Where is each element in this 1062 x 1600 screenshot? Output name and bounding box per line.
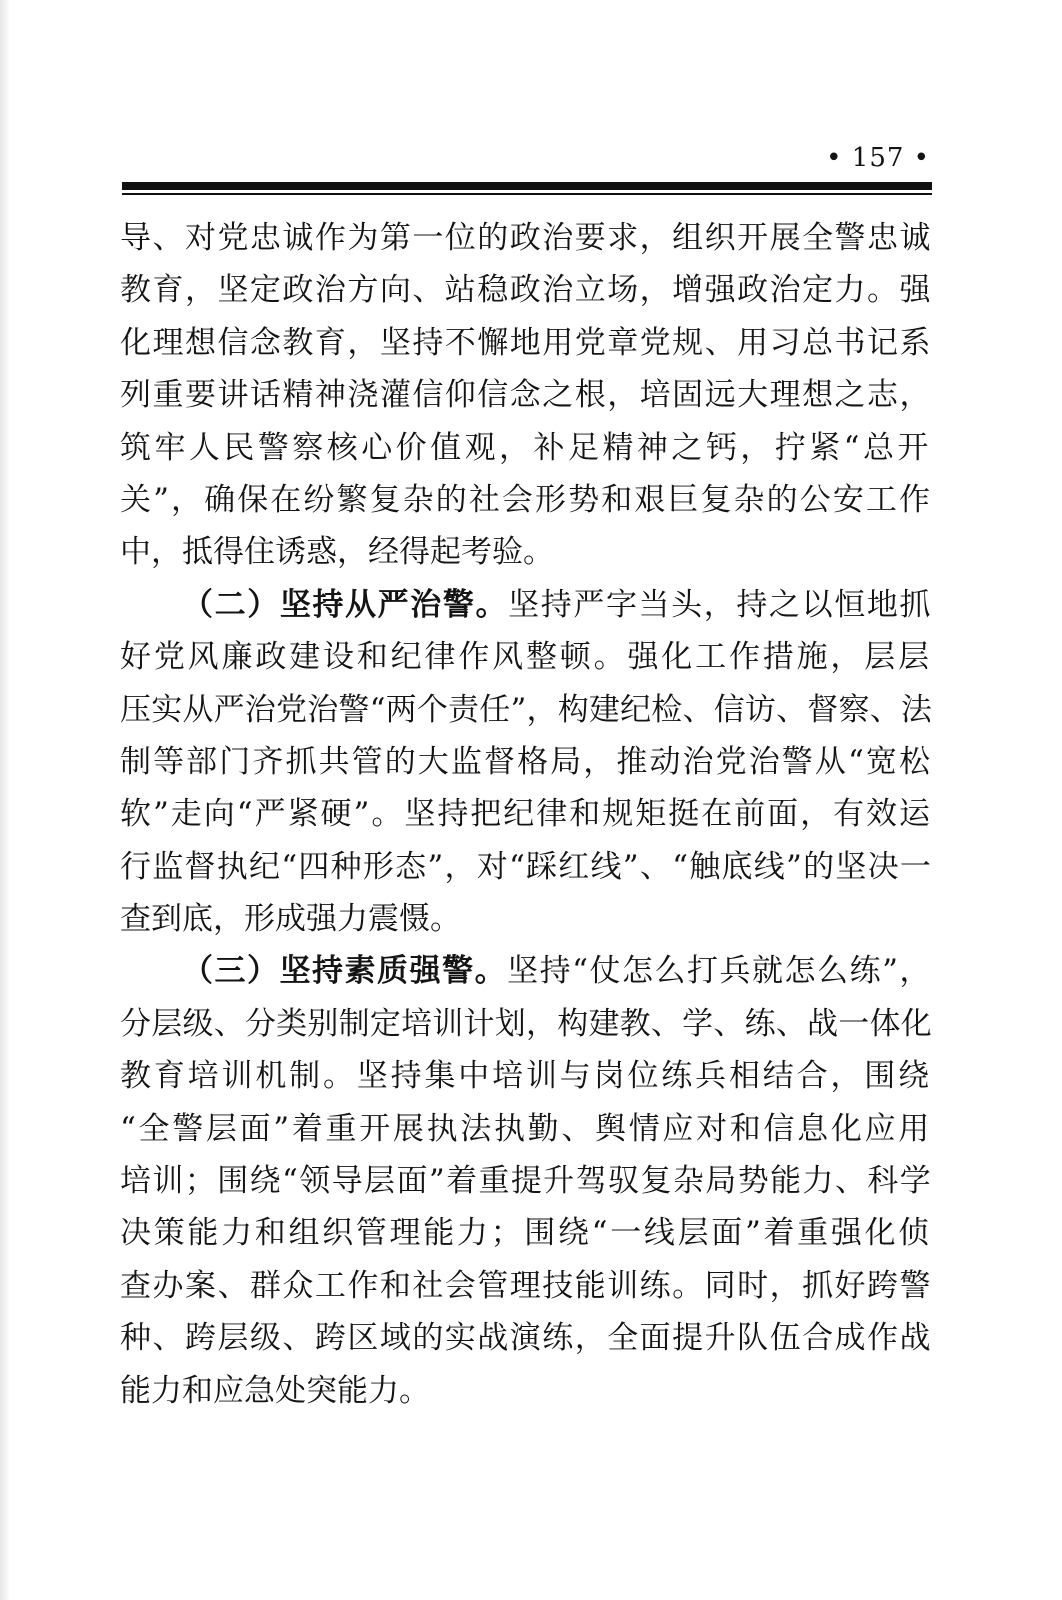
text-line <box>120 841 936 893</box>
line-text: 压实从严治党治警“两个责任”，构建纪检、信访、督察、法 <box>120 691 933 728</box>
line-text: 分层级、分类别制定培训计划，构建教、学、练、战一体化 <box>120 1005 932 1042</box>
line-text: 查办案、群众工作和社会管理技能训练。同时，抓好跨警 <box>120 1267 932 1304</box>
line-text: 查到底，形成强力震慑。 <box>120 901 461 938</box>
line-text: 化理想信念教育，坚持不懈地用党章党规、用习总书记系 <box>120 324 932 361</box>
line-text: 能力和应急处突能力。 <box>120 1372 430 1409</box>
text-line <box>120 369 936 421</box>
header-rule-thick <box>122 182 932 190</box>
text-line <box>120 998 936 1050</box>
line-text: 教育培训机制。坚持集中培训与岗位练兵相结合，围绕 <box>120 1058 932 1095</box>
text-line <box>120 579 936 631</box>
line-text: 种、跨层级、跨区域的实战演练，全面提升队伍合成作战 <box>120 1320 932 1357</box>
text-line <box>120 1312 936 1364</box>
line-text: 教育，坚定政治方向、站稳政治立场，增强政治定力。强 <box>120 272 932 309</box>
section-heading: （三）坚持素质强警。 <box>182 953 508 990</box>
text-line <box>120 1260 936 1312</box>
text-line <box>120 1365 936 1417</box>
line-text: 导、对党忠诚作为第一位的政治要求，组织开展全警忠诚 <box>120 220 932 256</box>
line-text: 筑牢人民警察核心价值观，补足精神之钙，拧紧“总开 <box>120 429 932 466</box>
line-text: 中，抵得住诱惑，经得起考验。 <box>120 534 554 571</box>
line-text: 坚持严字当头，持之以恒地抓 <box>508 586 933 623</box>
text-line <box>120 945 936 997</box>
body-text <box>120 212 936 1417</box>
section-heading: （二）坚持从严治警。 <box>182 586 509 623</box>
line-text: 坚持“仗怎么打兵就怎么练”， <box>507 953 932 990</box>
text-line <box>120 212 936 264</box>
text-line <box>120 631 936 683</box>
line-text: 制等部门齐抓共管的大监督格局，推动治党治警从“宽松 <box>120 743 933 780</box>
text-line <box>120 736 936 788</box>
line-text: “全警层面”着重开展执法执勤、舆情应对和信息化应用 <box>120 1110 932 1147</box>
line-text: 行监督执纪“四种形态”，对“踩红线”、“触底线”的坚决一 <box>120 848 933 885</box>
text-line <box>120 526 936 578</box>
text-line <box>120 1103 936 1155</box>
text-line <box>120 788 936 840</box>
text-line <box>120 317 936 369</box>
line-text: 好党风廉政建设和纪律作风整顿。强化工作措施，层层 <box>120 639 932 676</box>
text-line <box>120 264 936 316</box>
line-text: 培训；围绕“领导层面”着重提升驾驭复杂局势能力、科学 <box>120 1163 933 1200</box>
text-line <box>120 1155 936 1207</box>
text-line <box>120 1050 936 1102</box>
page-number: • 157 • <box>826 143 930 173</box>
header-rule-thin <box>122 193 932 195</box>
text-line <box>120 684 936 736</box>
line-text: 决策能力和组织管理能力；围绕“一线层面”着重强化侦 <box>120 1215 932 1252</box>
text-line <box>120 893 936 945</box>
page-edge-shadow <box>0 0 10 1600</box>
line-text: 软”走向“严紧硬”。坚持把纪律和规矩挺在前面，有效运 <box>120 796 933 833</box>
line-text: 关”，确保在纷繁复杂的社会形势和艰巨复杂的公安工作 <box>120 481 933 518</box>
line-text: 列重要讲话精神浇灌信仰信念之根，培固远大理想之志， <box>120 377 932 414</box>
text-line <box>120 474 936 526</box>
text-line <box>120 1207 936 1259</box>
text-line <box>120 422 936 474</box>
